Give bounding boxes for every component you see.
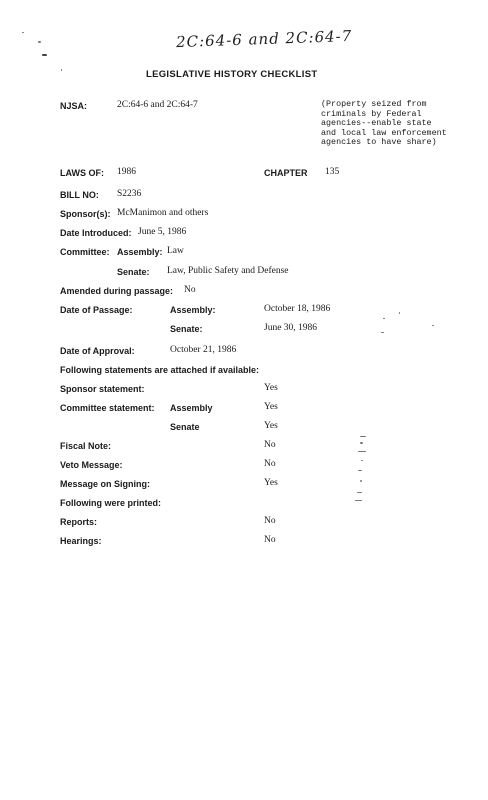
- committee-statement-assembly-value: Yes: [264, 402, 278, 412]
- date-of-approval-label: Date of Approval:: [60, 346, 135, 356]
- amended-label: Amended during passage:: [60, 286, 174, 296]
- committee-senate-value: Law, Public Safety and Defense: [167, 266, 289, 276]
- bill-no-label: BILL NO:: [60, 190, 99, 200]
- passage-assembly-value: October 18, 1986: [264, 304, 331, 314]
- scan-speck: [22, 32, 24, 33]
- scan-speck: [361, 460, 363, 461]
- scan-speck: [399, 312, 400, 314]
- sponsor-statement-label: Sponsor statement:: [60, 384, 145, 394]
- njsa-value: 2C:64-6 and 2C:64-7: [117, 100, 198, 110]
- hearings-label: Hearings:: [60, 536, 102, 546]
- scan-speck: [360, 442, 363, 444]
- committee-statement-label: Committee statement:: [60, 403, 155, 413]
- committee-assembly-label: Assembly:: [117, 247, 163, 257]
- scan-speck: [42, 54, 47, 56]
- scan-speck: [358, 470, 362, 471]
- reports-label: Reports:: [60, 517, 98, 527]
- committee-label: Committee:: [60, 247, 110, 257]
- laws-of-value: 1986: [117, 167, 136, 177]
- veto-message-value: No: [264, 459, 276, 469]
- chapter-label: CHAPTER: [264, 168, 308, 178]
- bill-no-value: S2236: [117, 189, 142, 199]
- following-printed-heading: Following were printed:: [60, 498, 161, 508]
- date-of-approval-value: October 21, 1986: [170, 345, 237, 355]
- fiscal-note-value: No: [264, 440, 276, 450]
- following-attached-heading: Following statements are attached if available:: [60, 365, 260, 375]
- committee-statement-senate-label: Senate: [170, 422, 200, 432]
- chapter-value: 135: [325, 167, 340, 177]
- scan-speck: [38, 41, 41, 43]
- scan-speck: [432, 325, 434, 326]
- date-introduced-value: June 5, 1986: [138, 227, 187, 237]
- date-of-passage-label: Date of Passage:: [60, 305, 133, 315]
- scan-speck: [355, 500, 362, 501]
- laws-of-label: LAWS OF:: [60, 168, 104, 178]
- passage-senate-value: June 30, 1986: [264, 323, 318, 333]
- scan-speck: [61, 69, 62, 71]
- committee-senate-label: Senate:: [117, 267, 150, 277]
- reports-value: No: [264, 516, 276, 526]
- passage-senate-label: Senate:: [170, 324, 203, 334]
- njsa-note: (Property seized from criminals by Federal agencies--enable state and local law enforcement agencies to have share): [321, 99, 447, 147]
- sponsors-label: Sponsor(s):: [60, 209, 111, 219]
- date-introduced-label: Date Introduced:: [60, 228, 132, 238]
- veto-message-label: Veto Message:: [60, 460, 123, 470]
- sponsors-value: McManimon and others: [117, 208, 209, 218]
- amended-value: No: [184, 285, 196, 295]
- committee-statement-assembly-label: Assembly: [170, 403, 213, 413]
- scan-speck: [381, 332, 384, 333]
- committee-statement-senate-value: Yes: [264, 421, 278, 431]
- page-title: LEGISLATIVE HISTORY CHECKLIST: [146, 69, 318, 80]
- njsa-label: NJSA:: [60, 101, 88, 111]
- committee-assembly-value: Law: [167, 246, 184, 256]
- message-on-signing-label: Message on Signing:: [60, 479, 151, 489]
- scan-speck: [360, 480, 362, 482]
- scan-speck: [358, 451, 366, 452]
- scan-speck: [357, 492, 362, 493]
- scan-speck: [383, 318, 385, 319]
- hearings-value: No: [264, 535, 276, 545]
- handwritten-header: 2C:64-6 and 2C:64-7: [175, 26, 353, 52]
- fiscal-note-label: Fiscal Note:: [60, 441, 112, 451]
- sponsor-statement-value: Yes: [264, 383, 278, 393]
- passage-assembly-label: Assembly:: [170, 305, 216, 315]
- message-on-signing-value: Yes: [264, 478, 278, 488]
- scan-speck: [360, 436, 366, 437]
